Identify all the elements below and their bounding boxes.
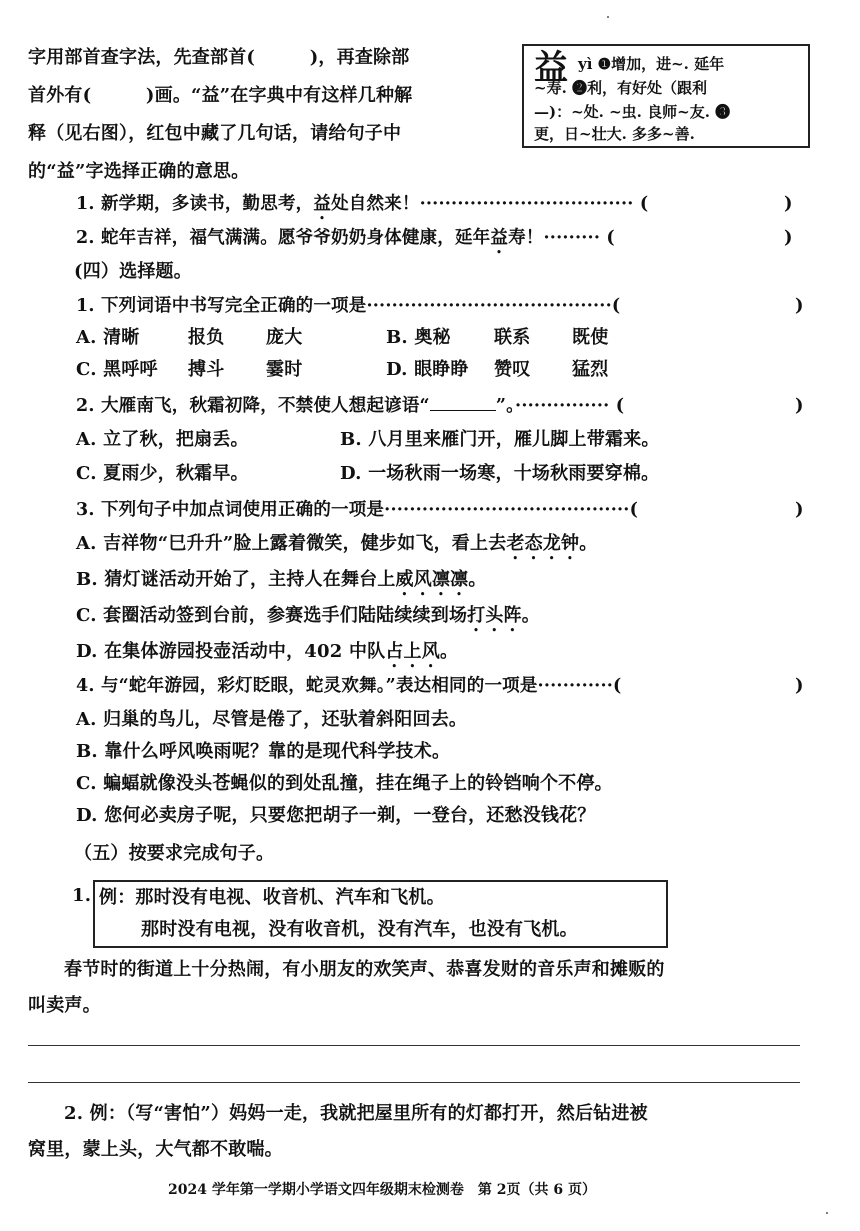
- q1-stem: 1. 下列词语中书写完全正确的一项是·······································(: [76, 296, 621, 316]
- emphasized-char: 益: [313, 194, 332, 214]
- example-box: [93, 880, 668, 948]
- page-footer: 2024 学年第一学期小学语文四年级期末检测卷 第 2页（共 6 页）: [168, 1182, 596, 1198]
- intro-line-3: 释（见右图），红包中藏了几句话，请给句子中: [28, 123, 402, 144]
- q4-option-a: A. 归巢的鸟儿，尽管是倦了，还驮着斜阳回去。: [76, 709, 468, 730]
- q2-option-c: C. 夏雨少，秋霜早。: [76, 463, 249, 484]
- yi-question-1: 1. 新学期，多读书，勤思考，益处自然来！·································· (: [76, 194, 649, 214]
- q4-option-b: B. 靠什么呼风唤雨呢？靠的是现代科学技术。: [76, 741, 451, 762]
- q1-option-b-word-2: 联系: [494, 327, 531, 348]
- emphasized-word: 老态龙钟: [506, 533, 580, 554]
- dictionary-line-2: ~寿. ❷利，有好处（跟利: [534, 79, 708, 97]
- section-4-title: (四）选择题。: [74, 261, 192, 282]
- q4-option-d: D. 您何必卖房子呢，只要您把胡子一剃，一登台，还愁没钱花？: [76, 805, 596, 826]
- intro-line-2: 首外有( )画。“益”在字典中有这样几种解: [28, 85, 413, 106]
- dictionary-line-3: —)：~处. ~虫. 良师~友. ❸: [534, 103, 731, 121]
- q4-stem: 4. 与“蛇年游园，彩灯眨眼，蛇灵欢舞。”表达相同的一项是············(: [76, 676, 622, 696]
- answer-close-paren: ): [784, 193, 793, 214]
- dictionary-entry-box: [522, 44, 810, 148]
- answer-close-paren: ): [795, 295, 804, 316]
- q3-option-d: D. 在集体游园投壶活动中，402 中队占上风。: [76, 641, 459, 662]
- s5-q1-task-line-2: 叫卖声。: [28, 995, 101, 1016]
- q2-option-d: D. 一场秋雨一场寒，十场秋雨要穿棉。: [340, 463, 660, 484]
- example-line-2: 那时没有电视，没有收音机，没有汽车，也没有飞机。: [141, 919, 578, 940]
- q1-option-d: D. 眼睁睁: [386, 359, 469, 380]
- emphasized-word: 打头阵: [467, 605, 522, 626]
- q1-option-c-word-2: 搏斗: [188, 359, 225, 380]
- q3-option-a: A. 吉祥物“巳升升”脸上露着微笑，健步如飞，看上去老态龙钟。: [76, 533, 598, 554]
- q4-option-c: C. 蝙蝠就像没头苍蝇似的到处乱撞，挂在绳子上的铃铛响个不停。: [76, 773, 613, 794]
- example-line-1: 例：那时没有电视、收音机、汽车和飞机。: [99, 887, 445, 908]
- s5-q2-line-2: 窝里，蒙上头，大气都不敢喘。: [28, 1139, 283, 1160]
- dictionary-character: 益: [534, 48, 568, 88]
- scan-speck: [607, 16, 609, 18]
- q3-option-c: C. 套圈活动签到台前，参赛选手们陆陆续续到场打头阵。: [76, 605, 540, 626]
- q1-option-c: C. 黑呼呼: [76, 359, 158, 380]
- emphasized-word: 占上风: [385, 641, 440, 662]
- scan-speck: [826, 1212, 828, 1214]
- emphasized-char: 益: [490, 228, 509, 248]
- q1-option-c-word-3: 霎时: [266, 359, 303, 380]
- q3-option-b: B. 猜灯谜活动开始了，主持人在舞台上威风凛凛。: [76, 569, 487, 590]
- yi-question-2: 2. 蛇年吉祥，福气满满。愿爷爷奶奶身体健康，延年益寿！········· (: [76, 228, 615, 248]
- fill-blank: [430, 394, 496, 411]
- q2-stem: 2. 大雁南飞，秋霜初降，不禁使人想起谚语“ ”。··············· (: [76, 396, 625, 416]
- dictionary-line-4: 更，日~壮大. 多多~善.: [534, 125, 695, 143]
- q1-option-a: A. 清晰: [76, 327, 140, 348]
- s5-q2-line-1: 2. 例：（写“害怕”）妈妈一走，我就把屋里所有的灯都打开，然后钻进被: [64, 1103, 648, 1124]
- answer-line: [28, 1045, 800, 1046]
- q1-option-b-word-3: 既使: [572, 327, 609, 348]
- q1-option-d-word-2: 赞叹: [494, 359, 531, 380]
- q3-stem: 3. 下列句子中加点词使用正确的一项是·······································(: [76, 500, 639, 520]
- emphasized-word: 威风凛凛: [395, 569, 469, 590]
- s5-q1-number: 1.: [72, 885, 92, 906]
- answer-close-paren: ): [784, 227, 793, 248]
- answer-close-paren: ): [795, 499, 804, 520]
- section-5-title: （五）按要求完成句子。: [74, 843, 275, 864]
- q1-option-b: B. 奥秘: [386, 327, 451, 348]
- intro-line-1: 字用部首查字法，先查部首( )，再查除部: [28, 47, 410, 68]
- q1-option-a-word-3: 庞大: [266, 327, 303, 348]
- q1-option-d-word-3: 猛烈: [572, 359, 609, 380]
- answer-line: [28, 1082, 800, 1083]
- answer-close-paren: ): [795, 675, 804, 696]
- q2-option-a: A. 立了秋，把扇丢。: [76, 429, 249, 450]
- dictionary-line-1: yì ❶增加，进~. 延年: [578, 55, 725, 73]
- answer-close-paren: ): [795, 395, 804, 416]
- q1-option-a-word-2: 报负: [188, 327, 225, 348]
- intro-line-4: 的“益”字选择正确的意思。: [28, 161, 250, 182]
- q2-option-b: B. 八月里来雁门开，雁儿脚上带霜来。: [340, 429, 660, 450]
- s5-q1-task-line-1: 春节时的街道上十分热闹，有小朋友的欢笑声、恭喜发财的音乐声和摊贩的: [64, 959, 665, 980]
